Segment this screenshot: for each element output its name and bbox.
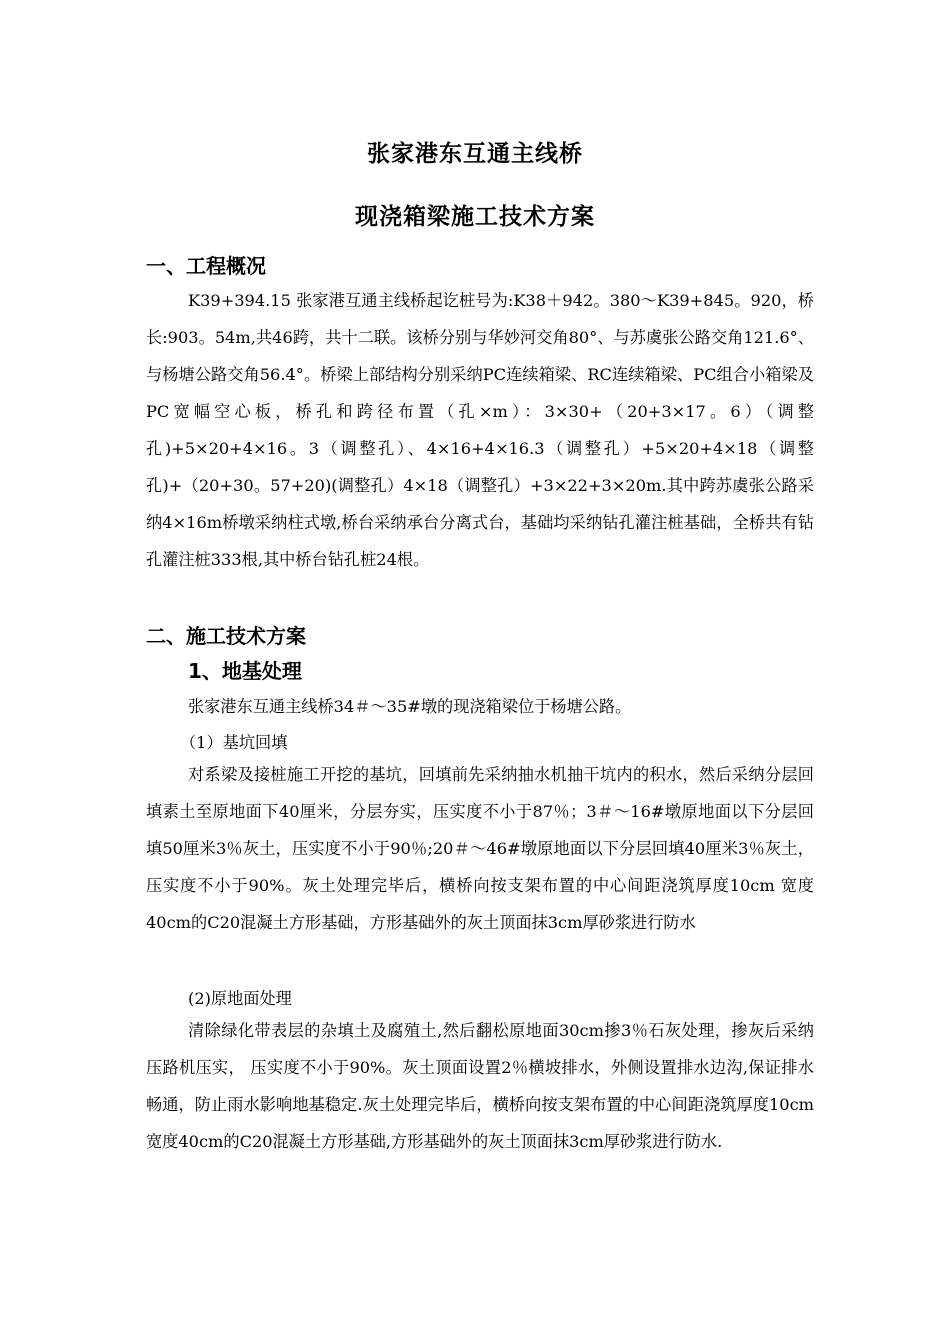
section-heading-plan: 二、施工技术方案 — [146, 624, 306, 648]
foundation-intro: 张家港东互通主线桥34＃～35#墩的现浇箱梁位于杨塘公路。 — [188, 697, 632, 716]
document-title: 张家港东互通主线桥 — [367, 141, 583, 167]
ground-treatment-paragraph: 清除绿化带表层的杂填土及腐殖土,然后翻松原地面30cm掺3％石灰处理，掺灰后采纳压路机压实， 压实度不小于90%。灰土顶面设置2％横坡排水，外侧设置排水边沟,保证排水畅通，防止雨水影响地基稳定.灰土处理完毕后，横桥向按支架布置的中心间距浇筑厚度10cm宽度40cm的C20混凝土方形基础,方形基础外的灰土顶面抹3cm厚砂浆进行防水. — [146, 1021, 814, 1151]
document-subtitle: 现浇箱梁施工技术方案 — [355, 204, 595, 230]
subsection-heading-foundation: 1、地基处理 — [188, 659, 302, 683]
item-label-pit-backfill: （1）基坑回填 — [180, 733, 288, 752]
item-label-ground-treatment: (2)原地面处理 — [188, 989, 292, 1008]
section-heading-overview: 一、工程概况 — [146, 254, 266, 278]
pit-backfill-paragraph: 对系梁及接桩施工开挖的基坑，回填前先采纳抽水机抽干坑内的积水，然后采纳分层回填素土至原地面下40厘米，分层夯实，压实度不小于87％；3＃～16#墩原地面以下分层回填50厘米3％灰土，压实度不小于90％;20＃～46#墩原地面以下分层回填40厘米3％灰土，压实度不小于90%。灰土处理完毕后，横桥向按支架布置的中心间距浇筑厚度10cm 宽度40cm的C20混凝土方形基础，方形基础外的灰土顶面抹3cm厚砂浆进行防水 — [146, 765, 814, 932]
overview-paragraph: K39+394.15 张家港互通主线桥起讫桩号为:K38＋942。380～K39+845。920，桥长:903。54m,共46跨，共十二联。该桥分别与华妙河交角80°、与苏虞张公路交角121.6°、与杨塘公路交角56.4°。桥梁上部结构分别采纳PC连续箱梁、RC连续箱梁、PC组合小箱梁及PC宽幅空心板，桥孔和跨径布置（孔×m）：3×30+（20+3×17。6）（调整孔)+5×20+4×16。3（调整孔）、4×16+4×16.3（调整孔）+5×20+4×18（调整孔)+（20+30。57+20)(调整孔）4×18（调整孔）+3×22+3×20m.其中跨苏虞张公路采纳4×16m桥墩采纳柱式墩,桥台采纳承台分离式台，基础均采纳钻孔灌注桩基础，全桥共有钻孔灌注桩333根,其中桥台钻孔桩24根。 — [146, 291, 814, 569]
